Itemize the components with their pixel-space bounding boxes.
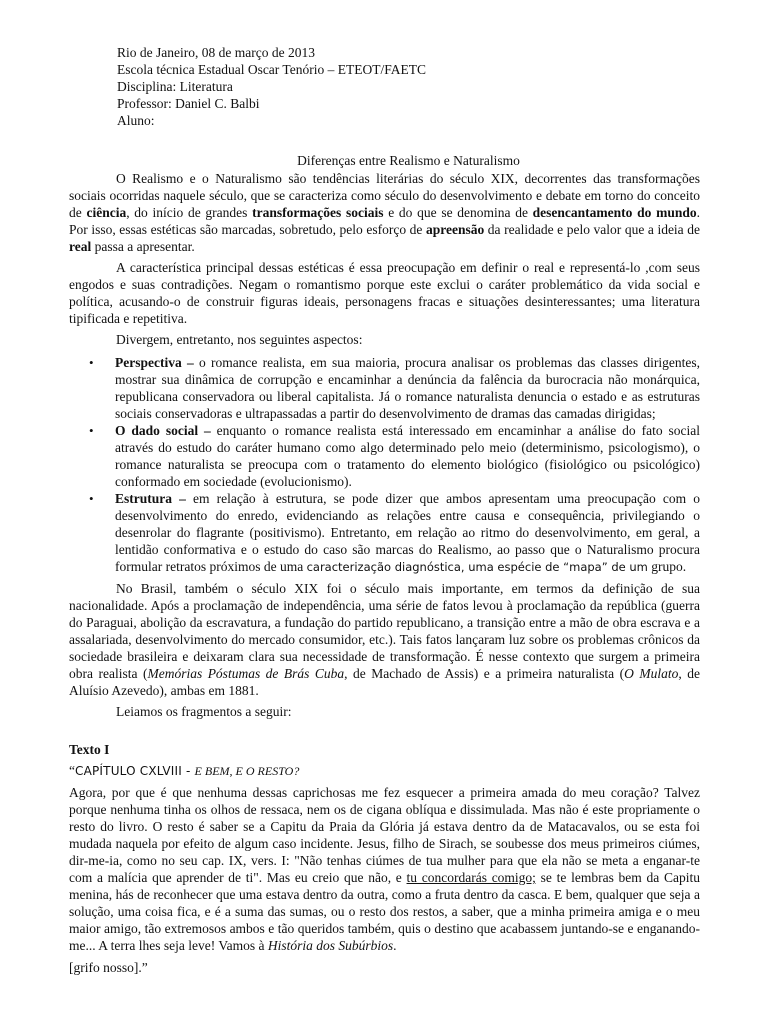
text-run: , de Machado de Assis) e a primeira naturalista ( (344, 666, 625, 681)
bold-term: transformações sociais (252, 205, 384, 220)
bullet-icon: • (89, 423, 94, 438)
aspects-list (69, 354, 700, 576)
aspect-text-end: grupo. (647, 559, 687, 574)
bold-term: apreensão (425, 222, 485, 237)
italic-title: Memórias Póstumas de Brás Cuba (147, 666, 345, 681)
text-run: Agora, por que é que nenhuma dessas caprichosas me fez esquecer a primeira amada do meu coração? Talvez porque nenhuma tinha os olhos de ressaca, nem os de cigana oblíqua e dissimulada. Mas não é este propriamente o resto do livro. O resto é saber se a Capitu da Praia da Glória já estava dentro da de Matacavalos, ou se esta foi mudada naquela por efeito de algum caso incidente. Jesus, filho de Sirach, se soubesse dos meus primeiros ciúmes, dir-me-ia, como no seu cap. IX, vers. I: "Não tenhas ciúmes de tua mulher para que ela não se meta a enganar-te com a malícia que aprender de ti". Mas eu creio que não, e (69, 785, 700, 885)
bullet-icon: • (89, 491, 94, 506)
document-header (117, 44, 426, 129)
aspect-text-sans: caracterização diagnóstica, uma espécie de “mapa” de um (306, 560, 648, 574)
aspect-text: o romance realista, em sua maioria, procura analisar os problemas das classes dirigentes, mostrar sua dinâmica de corrupção e encaminhar a denúncia da falência da burocracia não monárquica, republicana conservadora ou liberal capitalista. Já o romance naturalista denuncia o estado e as estruturas sociais conservadoras e ultrapassadas a partir do desenvolvimento de dramas das camadas dirigidas; (115, 355, 700, 421)
chapter-line (69, 762, 700, 780)
grifo-note: [grifo nosso].” (69, 960, 148, 975)
paragraph-brasil (69, 580, 700, 699)
bold-term: desencantamento do mundo (532, 205, 697, 220)
paragraph-diverge: Divergem, entretanto, nos seguintes aspectos: (116, 332, 363, 347)
text-run: , de Aluísio Azevedo), ambas em 1881. (69, 666, 700, 698)
paragraph-intro (69, 170, 700, 255)
text-run: e do que se denomina de (383, 205, 533, 220)
italic-title: O Mulato (624, 666, 679, 681)
open-quote: “ (69, 763, 75, 778)
text-run: da realidade e pelo valor que a ideia de (484, 222, 700, 237)
aspect-text: em relação à estrutura, se pode dizer que ambos apresentam uma preocupação com o desenvolvimento do enredo, evidenciando as relações entre causa e consequência, privilegiando o desenrolar do flagrante (positivismo). Entretanto, em relação ao ritmo do desenvolvimento, em geral, a lentidão conformativa e o estudo do caso são marcas do Realismo, ao passo que o Naturalismo procura formular retratos próximos de uma (115, 491, 700, 574)
text-run: se te lembras bem da Capitu menina, hás de reconhecer que uma estava dentro da outra, como a fruta dentro da casca. E bem, qualquer que seja a solução, uma coisa fica, e é a suma das sumas, ou o resto dos restos, a saber, que a minha primeira amiga e o meu maior amigo, tão extremosos ambos e tão queridos também, quis o destino que acabassem juntando-se e enganando-me... A terra lhes seja leve! Vamos à (69, 870, 700, 953)
list-item (89, 490, 700, 576)
list-item (89, 422, 700, 490)
italic-title: História dos Subúrbios (267, 938, 394, 953)
chapter-title: E BEM, E O RESTO? (194, 764, 300, 778)
texto-heading: Texto I (69, 742, 110, 757)
subject-line: Disciplina: Literatura (117, 79, 233, 94)
aspect-term: Estrutura – (115, 491, 186, 506)
text-run: . (393, 938, 397, 953)
student-line: Aluno: (117, 113, 155, 128)
paragraph-leiamos: Leiamos os fragmentos a seguir: (116, 704, 292, 719)
aspect-term: O dado social – (115, 423, 211, 438)
text-run: No Brasil, também o século XIX foi o século mais importante, em termos da definição de sua nacionalidade. Após a proclamação de independência, uma série de fatos levou à proclamação da república (guerra do Paraguai, abolição da escravatura, a fundação do partido republicano, a transição entre a mão de obra escrava e a assalariada, desenvolvimento do mercado consumidor, etc.). Tais fatos lançaram luz sobre os problemas crônicos da sociedade brasileira e deixaram clara sua necessidade de transformação. É nesse contexto que surgem a primeira obra realista ( (69, 581, 700, 681)
date-line: Rio de Janeiro, 08 de março de 2013 (117, 45, 315, 60)
bold-term: ciência (86, 205, 127, 220)
list-item (89, 354, 700, 422)
school-line: Escola técnica Estadual Oscar Tenório – ETEOT/FAETC (117, 62, 426, 77)
chapter-label: CAPÍTULO CXLVIII - (75, 764, 195, 778)
document-title: Diferenças entre Realismo e Naturalismo (297, 153, 520, 168)
text-run: , do início de grandes (126, 205, 253, 220)
text-run: O Realismo e o Naturalismo são tendências literárias do século XIX, decorrentes das transformações sociais ocorridas naquele século, que se caracteriza como século do desenvolvimento e debate em torno do conceito de (69, 171, 700, 220)
bold-term: real (69, 239, 92, 254)
teacher-line: Professor: Daniel C. Balbi (117, 96, 260, 111)
text-run: passa a apresentar. (91, 239, 195, 254)
aspect-term: Perspectiva – (115, 355, 194, 370)
aspect-text: enquanto o romance realista está interessado em encaminhar a análise do fato social através do estudo do caráter humano como algo determinado pelo meio (determinismo, psicologismo), o romance naturalista se preocupa com o tratamento do elemento biológico (fisiológico ou psicológico) conformado em sociedade (evolucionismo). (115, 423, 700, 489)
paragraph-characteristic: A característica principal dessas estéticas é essa preocupação em definir o real e representá-lo ,com seus engodos e suas contradições. Negam o romantismo porque este exclui o caráter problemático da vida social e política, acusando-o de construir figuras ideais, personagens fracas e situações desinteressantes; uma literatura tipificada e repetitiva. (69, 260, 700, 326)
excerpt-paragraph (69, 784, 700, 954)
document-body (69, 152, 700, 976)
text-run: . Por isso, essas estéticas são marcadas, sobretudo, pelo esforço de (69, 205, 700, 237)
bullet-icon: • (89, 355, 94, 370)
underlined-text: tu concordarás comigo; (406, 870, 536, 885)
